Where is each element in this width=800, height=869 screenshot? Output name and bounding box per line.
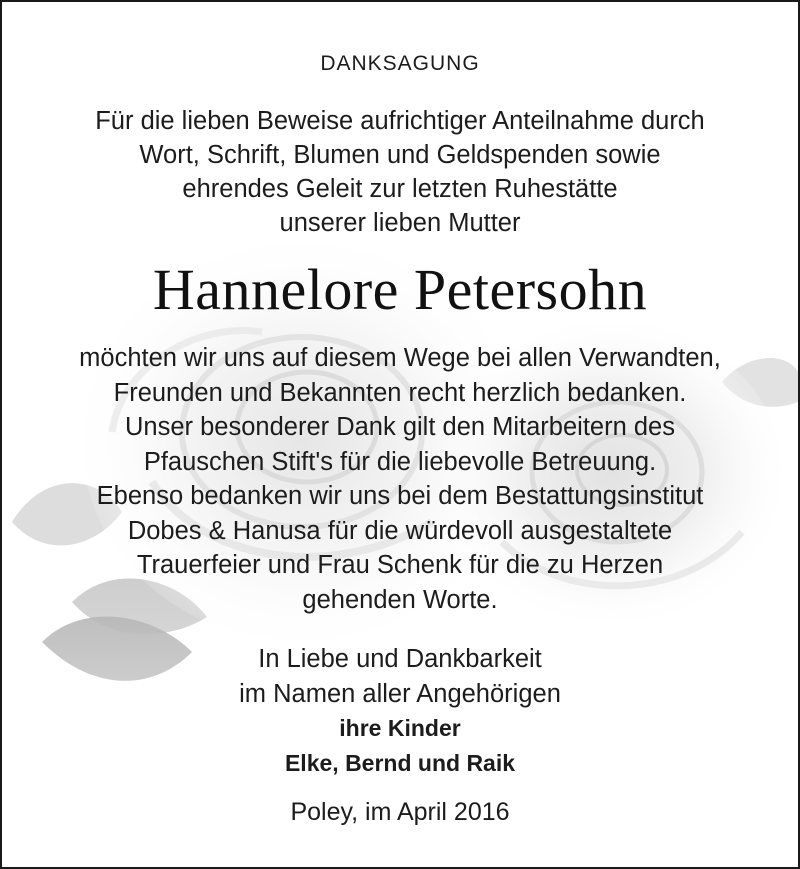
signatory-names: Elke, Bernd und Raik: [284, 749, 516, 776]
thanks-line: Dobes & Hanusa für die würdevoll ausgestaltete: [127, 516, 673, 545]
thanks-line: gehenden Worte.: [302, 585, 498, 614]
thanks-line: Pfauschen Stift's für die liebevolle Betreuung.: [143, 447, 657, 476]
thanks-line: Ebenso bedanken wir uns bei dem Bestattungsinstitut: [96, 482, 704, 510]
intro-line: unserer lieben Mutter: [279, 209, 521, 237]
thanks-paragraph: [2, 341, 798, 617]
intro-line: Wort, Schrift, Blumen und Geldspenden sowie: [139, 141, 661, 169]
intro-paragraph: [2, 104, 798, 240]
thanks-line: möchten wir uns auf diesem Wege bei allen Verwandten,: [79, 344, 721, 372]
closing-line: In Liebe und Dankbarkeit: [258, 645, 542, 673]
deceased-name: Hannelore Petersohn: [152, 257, 648, 322]
notice-heading: DANKSAGUNG: [320, 52, 480, 75]
closing-line: im Namen aller Angehörigen: [239, 679, 561, 708]
intro-line: Für die lieben Beweise aufrichtiger Anteilnahme durch: [95, 107, 705, 135]
thanks-line: Trauerfeier und Frau Schenk für die zu Herzen: [136, 551, 664, 579]
thanks-line: Freunden und Bekannten recht herzlich bedanken.: [113, 378, 687, 407]
signatory-line: ihre Kinder: [339, 715, 461, 741]
intro-line: ehrendes Geleit zur letzten Ruhestätte: [182, 175, 618, 203]
place-date: Poley, im April 2016: [290, 798, 510, 826]
closing-section: [2, 642, 798, 780]
thanks-line: Unser besonderer Dank gilt den Mitarbeitern des: [125, 413, 675, 441]
